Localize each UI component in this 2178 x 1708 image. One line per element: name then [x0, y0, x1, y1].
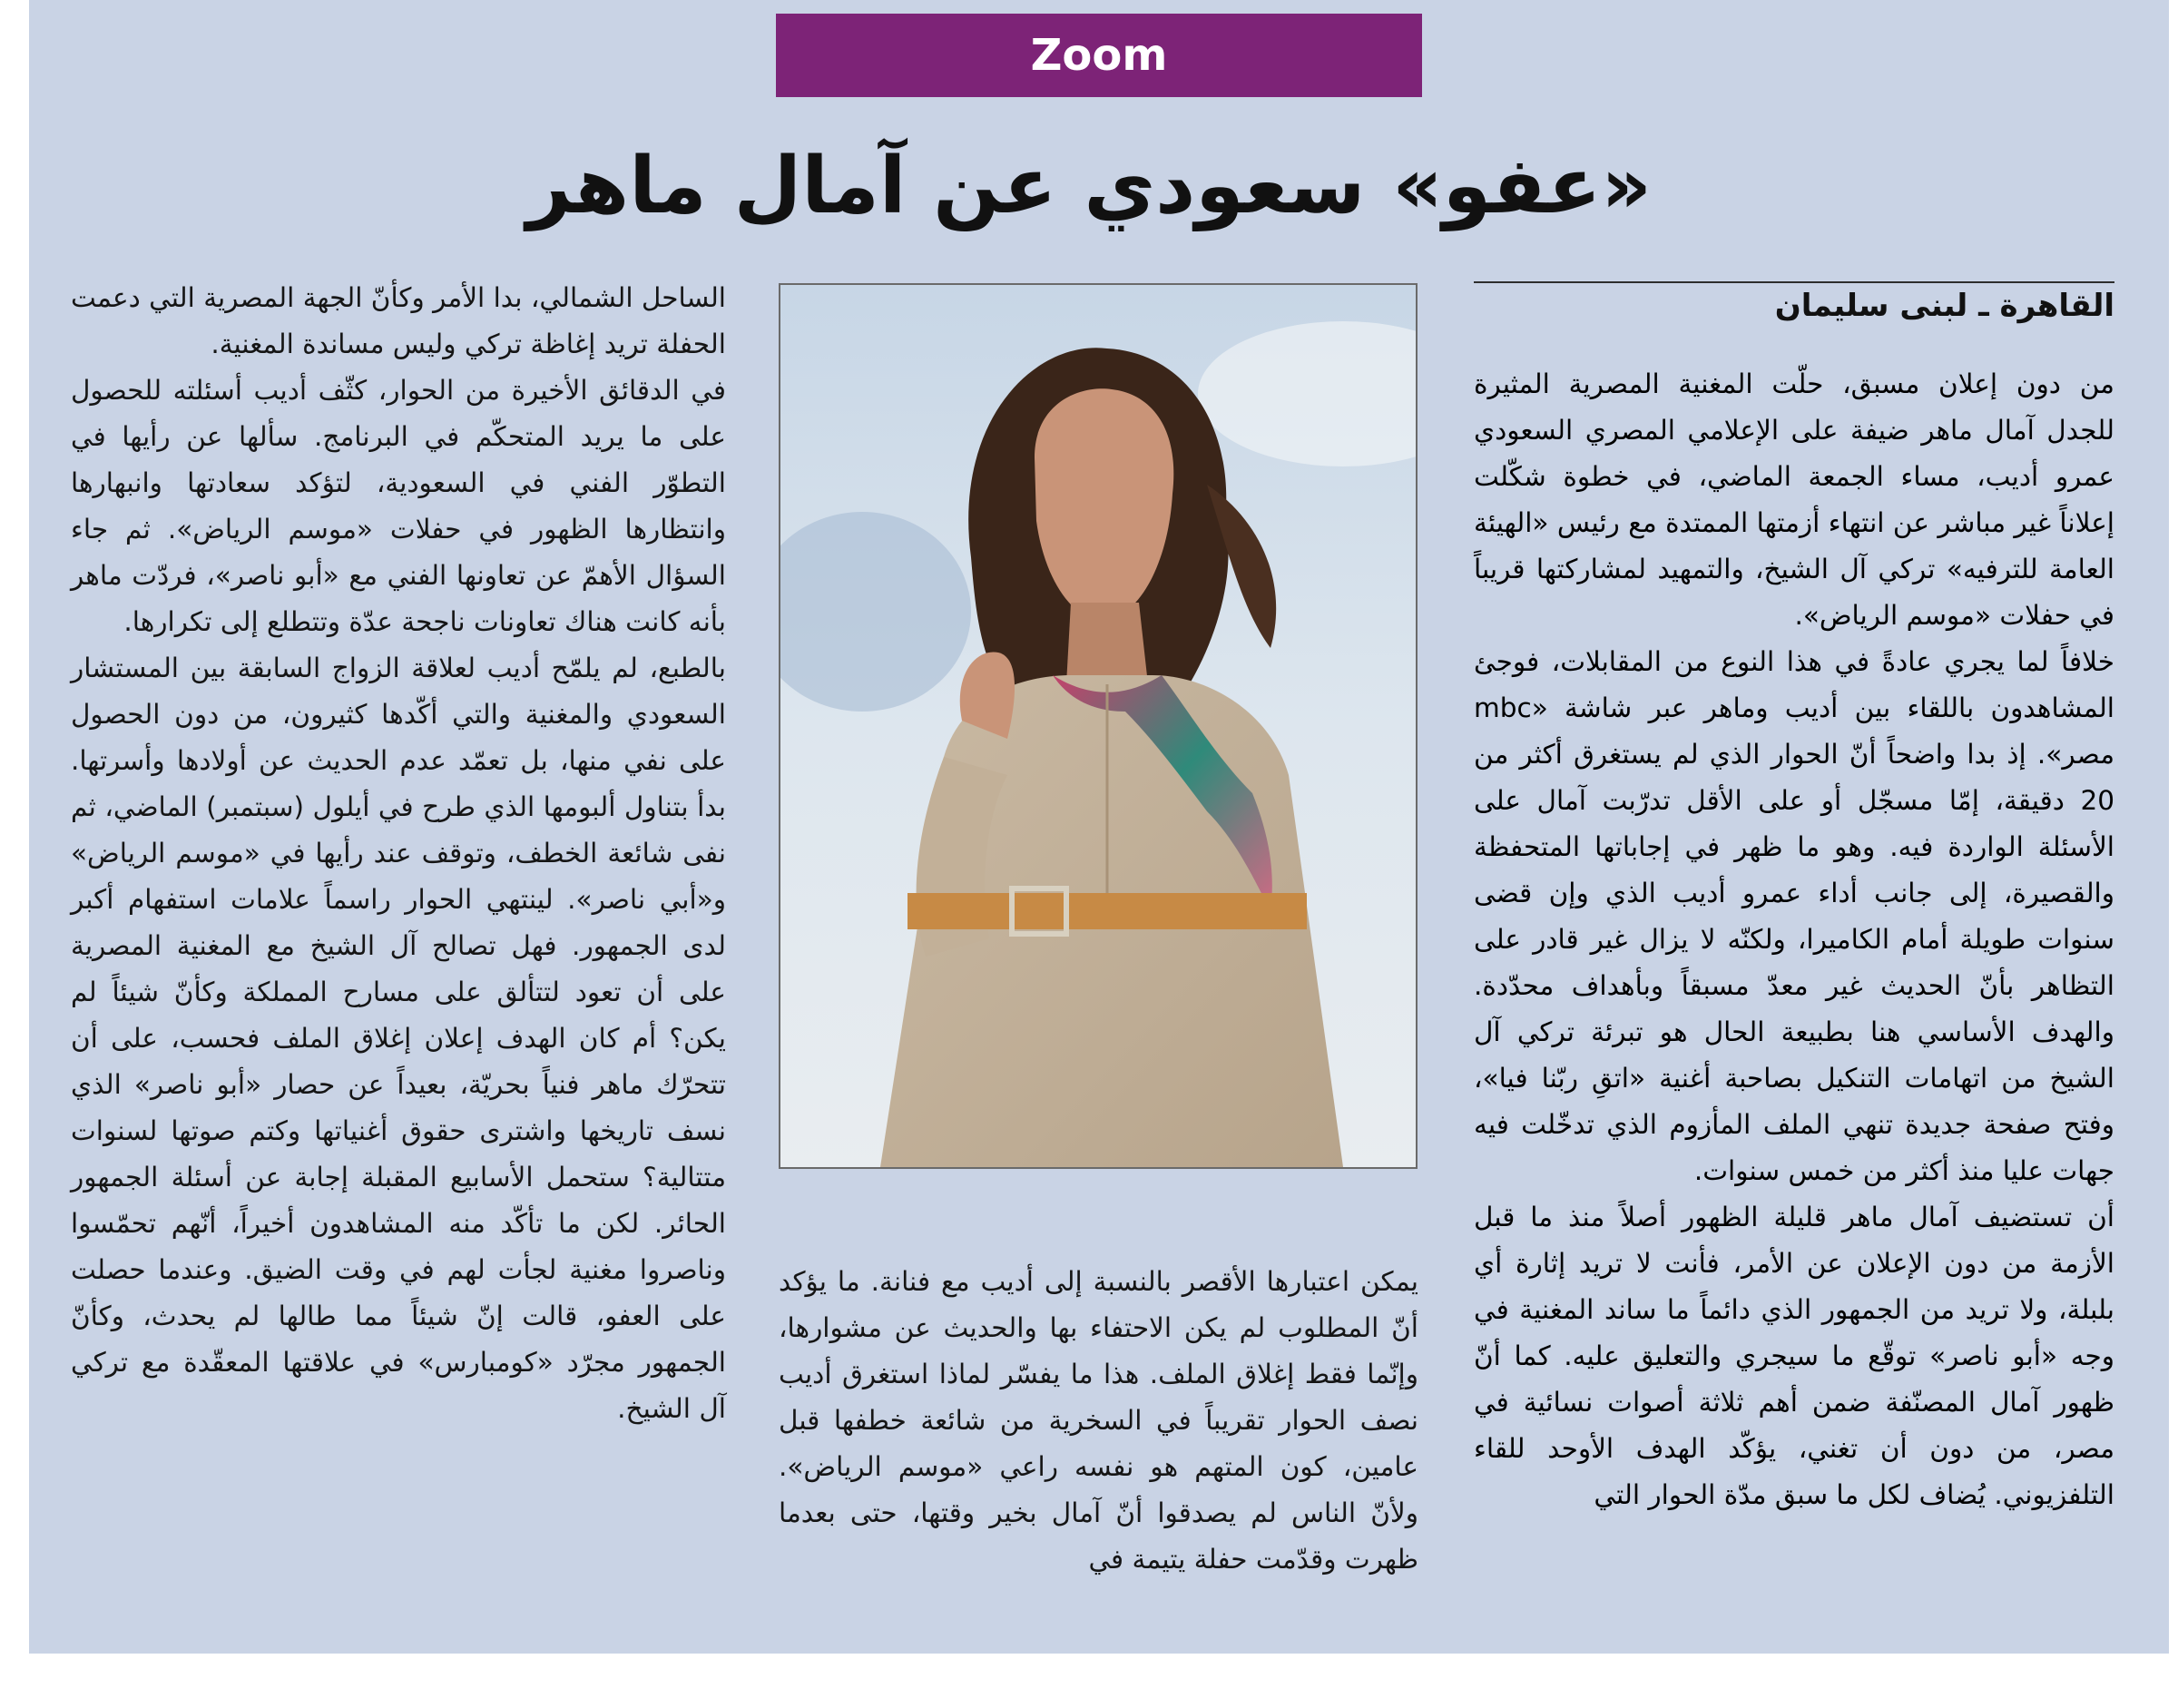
- article-column-right: [1474, 361, 2114, 1518]
- headline: «عفو» سعودي عن آمال ماهر: [526, 141, 1652, 231]
- article-photo: [779, 283, 1418, 1169]
- article-column-left: [71, 275, 726, 1432]
- byline: القاهرة ـ لبنى سليمان: [1774, 288, 2114, 324]
- article-column-center: [779, 1259, 1418, 1583]
- paragraph: في الدقائق الأخيرة من الحوار، كثّف أديب أسئلته للحصول على ما يريد المتحكّم في البرنامج. سألها عن رأيها في التطوّر الفني في السعودية، لتؤكد سعادتها وانبهارها وانتظارها الظهور في حفلات «موسم الرياض». ثم جاء السؤال الأهمّ عن تعاونها الفني مع «أبو ناصر»، فردّت ماهر بأنه كانت هناك تعاونات ناجحة عدّة وتتطلع إلى تكرارها.: [71, 375, 726, 637]
- paragraph: بالطبع، لم يلمّح أديب لعلاقة الزواج السابقة بين المستشار السعودي والمغنية والتي أكّدها كثيرون، من دون الحصول على نفي منها، بل تعمّد عدم الحديث عن أولادها وأسرتها. بدأ بتناول ألبومها الذي طرح في أيلول (سبتمبر) الماضي، ثم نفى شائعة الخطف، وتوقف عند رأيها في «موسم الرياض» و«أبي ناصر». لينتهي الحوار راسماً علامات استفهام أكبر لدى الجمهور. فهل تصالح آل الشيخ مع المغنية المصرية على أن تعود لتتألق على مسارح المملكة وكأنّ شيئاً لم يكن؟ أم كان الهدف إعلان إغلاق الملف فحسب، على أن تتحرّك ماهر فنياً بحريّة، بعيداً عن حصار «أبو ناصر» الذي نسف تاريخها واشترى حقوق أغنياتها وكتم صوتها لسنوات متتالية؟ ستحمل الأسابيع المقبلة إجابة عن أسئلة الجمهور الحائر. لكن ما تأكّد منه المشاهدون أخيراً، أنّهم تحمّسوا وناصروا مغنية لجأت لهم في وقت الضيق. وعندما حصلت على العفو، قالت إنّ شيئاً مما طالها لم يحدث، وكأنّ الجمهور مجرّد «كومبارس» في علاقتها المعقّدة مع تركي آل الشيخ.: [71, 653, 726, 1424]
- paragraph: الساحل الشمالي، بدا الأمر وكأنّ الجهة المصرية التي دعمت الحفلة تريد إغاظة تركي وليس مساندة المغنية.: [71, 282, 726, 359]
- paragraph: خلافاً لما يجري عادةً في هذا النوع من المقابلات، فوجئ المشاهدون باللقاء بين أديب وماهر عبر شاشة «mbc مصر». إذ بدا واضحاً أنّ الحوار الذي لم يستغرق أكثر من 20 دقيقة، إمّا مسجّل أو على الأقل تدرّبت آمال على الأسئلة الواردة فيه. وهو ما ظهر في إجاباتها المتحفظة والقصيرة، إلى جانب أداء عمرو أديب الذي وإن قضى سنوات طويلة أمام الكاميرا، ولكنّه لا يزال غير قادر على التظاهر بأنّ الحديث غير معدّ مسبقاً وبأهداف محدّدة. والهدف الأساسي هنا بطبيعة الحال هو تبرئة تركي آل الشيخ من اتهامات التنكيل بصاحبة أغنية «اتقِ ربّنا فيا»، وفتح صفحة جديدة تنهي الملف المأزوم الذي تدخّلت فيه جهات عليا منذ أكثر من خمس سنوات.: [1474, 646, 2114, 1186]
- paragraph: من دون إعلان مسبق، حلّت المغنية المصرية المثيرة للجدل آمال ماهر ضيفة على الإعلامي المصري السعودي عمرو أديب، مساء الجمعة الماضي، في خطوة شكّلت إعلاناً غير مباشر عن انتهاء أزمتها الممتدة مع رئيس «الهيئة العامة للترفيه» تركي آل الشيخ، والتمهيد لمشاركتها قريباً في حفلات «موسم الرياض».: [1474, 368, 2114, 631]
- paragraph: يمكن اعتبارها الأقصر بالنسبة إلى أديب مع فنانة. ما يؤكد أنّ المطلوب لم يكن الاحتفاء بها والحديث عن مشوارها، وإنّما فقط إغلاق الملف. هذا ما يفسّر لماذا استغرق أديب نصف الحوار تقريباً في السخرية من شائعة خطفها قبل عامين، كون المتهم هو نفسه راعي «موسم الرياض». ولأنّ الناس لم يصدقوا أنّ آمال بخير وقتها، حتى بعدما ظهرت وقدّمت حفلة يتيمة في: [779, 1266, 1418, 1575]
- paragraph: أن تستضيف آمال ماهر قليلة الظهور أصلاً منذ ما قبل الأزمة من دون الإعلان عن الأمر، فأنت لا تريد إثارة أي بلبلة، ولا تريد من الجمهور الذي دائماً ما ساند المغنية في وجه «أبو ناصر» توقّع ما سيجري والتعليق عليه. كما أنّ ظهور آمال المصنّفة ضمن أهم ثلاثة أصوات نسائية في مصر، من دون أن تغني، يؤكّد الهدف الأوحد للقاء التلفزيوني. يُضاف لكل ما سبق مدّة الحوار التي: [1474, 1202, 2114, 1510]
- section-label: Zoom: [776, 14, 1422, 97]
